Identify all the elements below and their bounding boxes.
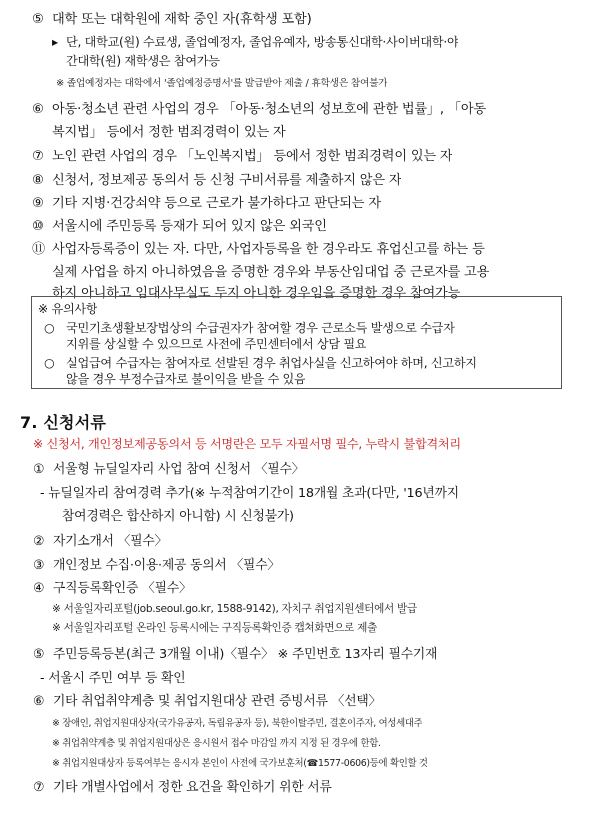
item-text: 개인정보 수집·이용·제공 동의서 〈필수〉 (53, 558, 280, 573)
notice-box (31, 296, 562, 389)
item-11-cont2: 하지 아니하고 임대사무실도 두지 아니한 경우임을 증명한 경우 참여가능 (52, 286, 461, 301)
doc-item-2 (33, 530, 167, 549)
doc-item-6-note-3: ※ 취업지원대상자 등록여부는 응시자 본인이 사전에 국가보훈처(☎1577-0606)등에 확인할 것 (52, 758, 428, 769)
doc-item-1-sub: - 뉴딜일자리 참여경력 추가(※ 누적참여기간이 18개월 초과(다만, '16년까지 (40, 486, 459, 501)
item-5-sub (52, 33, 458, 50)
item-text: 기타 지병·건강쇠약 등으로 근로가 불가하다고 판단되는 자 (52, 196, 381, 211)
notice-text: 실업급여 수급자는 참여자로 선발된 경우 취업사실을 신고하여야 하며, 신고하지 (66, 356, 477, 370)
item-marker: ⑧ (32, 173, 44, 188)
notice-title: ※ 유의사항 (38, 302, 98, 316)
item-marker: ④ (33, 581, 45, 596)
doc-item-3 (33, 554, 280, 573)
item-marker: ⑤ (32, 12, 44, 27)
item-marker: ⑨ (32, 196, 44, 211)
item-marker: ⑤ (33, 647, 45, 662)
item-text: 아동·청소년 관련 사업의 경우 「아동·청소년의 성보호에 관한 법률」, 「아동 (52, 102, 486, 117)
doc-item-1-sub-cont: 참여경력은 합산하지 아니함) 시 신청불가) (62, 509, 294, 524)
item-marker: ⑩ (32, 219, 44, 234)
item-text: 주민등록등본(최근 3개월 이내)〈필수〉 ※ 주민번호 13자리 필수기재 (53, 647, 438, 662)
doc-item-6-note-2: ※ 취업취약계층 및 취업지원대상은 응시원서 접수 마감일 까지 지정 된 경우에 한함. (52, 738, 381, 749)
doc-item-5 (33, 643, 437, 662)
item-11 (32, 238, 485, 257)
item-text: 노인 관련 사업의 경우 「노인복지법」 등에서 정한 범죄경력이 있는 자 (52, 149, 453, 164)
item-text: 서울시에 주민등록 등재가 되어 있지 않은 외국인 (52, 219, 327, 234)
notice-text: 국민기초생활보장법상의 수급권자가 참여할 경우 근로소득 발생으로 수급자 (66, 321, 455, 335)
doc-item-6-note-1: ※ 장애인, 취업지원대상자(국가유공자, 독립유공자 등), 북한이탈주민, 결혼이주자, 여성세대주 (52, 718, 423, 729)
doc-item-5-sub: - 서울시 주민 여부 등 확인 (40, 671, 186, 686)
item-5-sub-cont: 간대학(원) 재학생은 참여가능 (66, 54, 220, 68)
triangle-bullet-icon: ▸ (52, 35, 58, 49)
notice-item-2 (44, 354, 477, 371)
notice-item-1 (44, 319, 455, 336)
item-marker: ② (33, 534, 45, 549)
item-5 (32, 8, 312, 27)
item-marker: ⑥ (32, 102, 44, 117)
doc-item-4-note-1: ※ 서울일자리포털(job.seoul.go.kr, 1588-9142), 자치구 취업지원센터에서 발급 (52, 603, 417, 615)
item-text: 대학 또는 대학원에 재학 중인 자(휴학생 포함) (52, 12, 312, 27)
item-text: 단, 대학교(원) 수료생, 졸업예정자, 졸업유예자, 방송통신대학·사이버대학·야 (66, 35, 459, 49)
item-marker: ⑦ (33, 780, 45, 795)
doc-item-7 (33, 776, 332, 795)
item-marker: ⑦ (32, 149, 44, 164)
section-title: 7. 신청서류 (20, 413, 107, 432)
notice-item-2-cont: 않을 경우 부정수급자로 불이익을 받을 수 있음 (66, 372, 306, 386)
item-11-cont1: 실제 사업을 하지 아니하였음을 증명한 경우와 부동산임대업 중 근로자를 고용 (52, 265, 490, 280)
item-7 (32, 145, 452, 164)
item-text: 기타 개별사업에서 정한 요건을 확인하기 위한 서류 (53, 780, 332, 795)
item-text: 기타 취업취약계층 및 취업지원대상 관련 증빙서류 〈선택〉 (53, 694, 382, 709)
signature-warning: ※ 신청서, 개인정보제공동의서 등 서명란은 모두 자필서명 필수, 누락시 불합격처리 (33, 437, 461, 451)
item-6-cont: 복지법」 등에서 정한 범죄경력이 있는 자 (52, 125, 286, 140)
item-marker: ⑪ (32, 242, 45, 257)
notice-item-1-cont: 지위를 상실할 수 있으므로 사전에 주민센터에서 상담 필요 (66, 337, 367, 351)
item-marker: ① (33, 462, 45, 477)
item-6 (32, 98, 486, 117)
item-5-note: ※ 졸업예정자는 대학에서 '졸업예정증명서'를 발급받아 제출 / 휴학생은 참여불가 (56, 78, 388, 89)
doc-item-4 (33, 577, 192, 596)
item-text: 사업자등록증이 있는 자. 다만, 사업자등록을 한 경우라도 휴업신고를 하는 등 (52, 242, 485, 257)
circle-bullet-icon: ○ (44, 321, 55, 335)
doc-item-1 (33, 458, 304, 477)
item-8 (32, 169, 401, 188)
circle-bullet-icon: ○ (44, 356, 55, 370)
item-marker: ⑥ (33, 694, 45, 709)
item-text: 구직등록확인증 〈필수〉 (53, 581, 192, 596)
item-text: 신청서, 정보제공 동의서 등 신청 구비서류를 제출하지 않은 자 (52, 173, 402, 188)
item-marker: ③ (33, 558, 45, 573)
item-10 (32, 215, 327, 234)
item-9 (32, 192, 381, 211)
item-text: 자기소개서 〈필수〉 (53, 534, 168, 549)
doc-item-4-note-2: ※ 서울일자리포털 온라인 등록시에는 구직등록확인증 캡쳐화면으로 제출 (52, 622, 377, 634)
item-text: 서울형 뉴딜일자리 사업 참여 신청서 〈필수〉 (53, 462, 305, 477)
doc-item-6 (33, 690, 381, 709)
